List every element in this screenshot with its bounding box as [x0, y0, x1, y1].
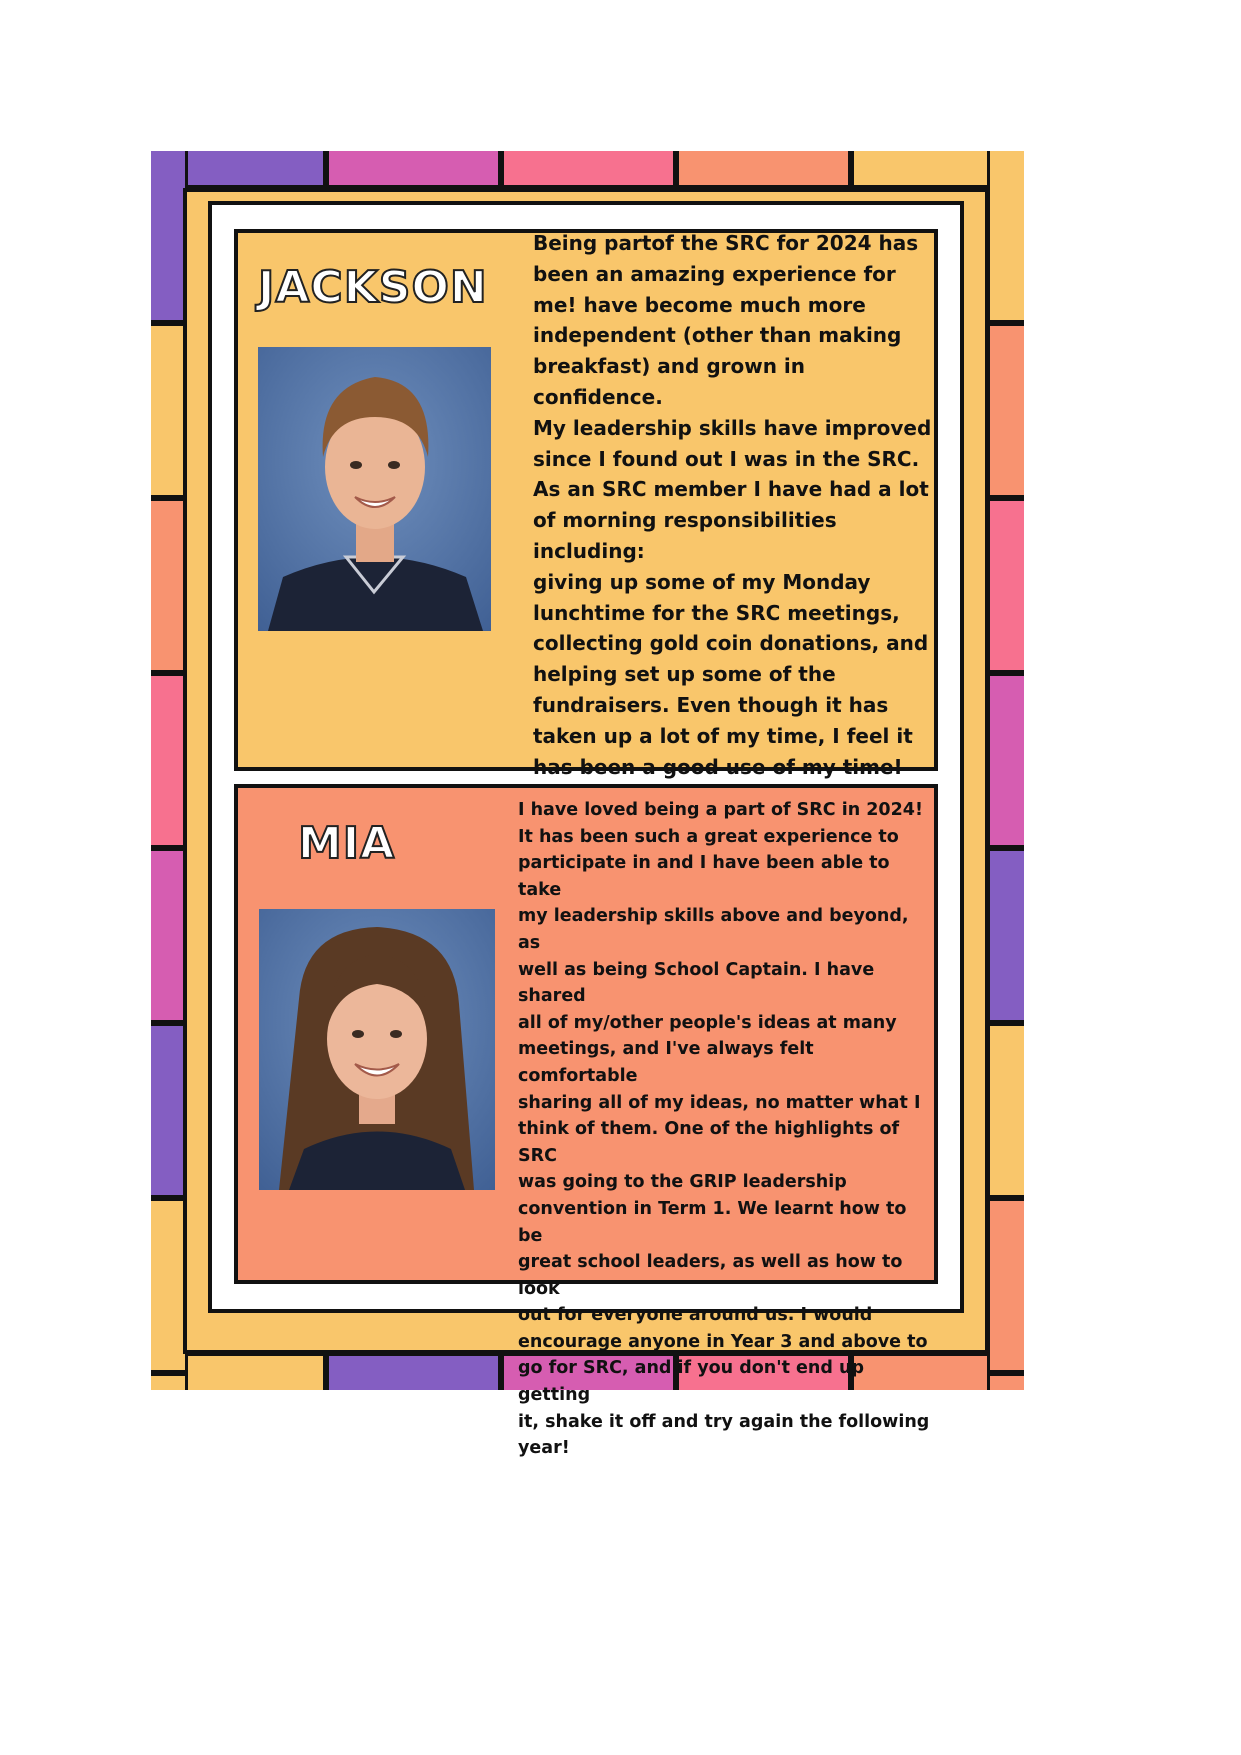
border-tile: [987, 151, 1024, 323]
text-line: was going to the GRIP leadership: [518, 1172, 847, 1193]
text-line: year!: [518, 1438, 570, 1459]
name-heading-mia: MIA: [298, 818, 396, 869]
text-line: meetings, and I've always felt comfortable: [518, 1039, 814, 1086]
text-line: participate in and I have been able to take: [518, 853, 890, 900]
text-line: taken up a lot of my time, I feel it: [533, 723, 913, 748]
text-line: I have loved being a part of SRC in 2024!: [518, 800, 923, 820]
text-line: As an SRC member I have had a lot: [533, 477, 929, 502]
text-line: think of them. One of the highlights of SRC: [518, 1119, 900, 1166]
text-line: well as being School Captain. I have shared: [518, 959, 875, 1007]
text-line: independent (other than making: [533, 323, 902, 348]
text-line: fundraisers. Even though it has: [533, 692, 889, 717]
name-heading-jackson: JACKSON: [258, 262, 488, 313]
text-line: helping set up some of the: [533, 662, 836, 687]
text-line: my leadership skills above and beyond, as: [518, 906, 909, 953]
border-tile: [326, 1353, 501, 1390]
text-line: sharing all of my ideas, no matter what I: [518, 1092, 921, 1113]
border-tile: [501, 151, 676, 188]
text-line: me! have become much more: [533, 292, 866, 317]
text-line: encourage anyone in Year 3 and above to: [518, 1331, 928, 1352]
border-tile: [151, 1373, 188, 1390]
text-line: It has been such a great experience to: [518, 826, 899, 847]
border-tile: [987, 498, 1024, 673]
border-tile: [987, 323, 1024, 498]
text-line: out for everyone around us. I would: [518, 1305, 873, 1326]
border-tile: [676, 151, 851, 188]
text-line: collecting gold coin donations, and: [533, 631, 929, 656]
border-tile: [987, 1373, 1024, 1390]
border-tile: [326, 151, 501, 188]
text-line: all of my/other people's ideas at many: [518, 1012, 897, 1033]
text-line: breakfast) and grown in confidence.: [533, 354, 806, 409]
text-line: great school leaders, as well as how to look: [518, 1252, 903, 1299]
testimonial-text-jackson: [533, 228, 933, 782]
text-line: it, shake it off and try again the following: [518, 1411, 930, 1432]
text-line: My leadership skills have improved: [533, 415, 932, 440]
border-tile: [987, 673, 1024, 848]
text-line: giving up some of my Monday: [533, 569, 871, 594]
testimonial-text-mia: [518, 797, 933, 1462]
border-tile: [987, 848, 1024, 1023]
text-line: Being partof the SRC for 2024 has: [533, 231, 919, 255]
student-photo-mia: [259, 909, 495, 1190]
text-line: has been a good use of my time!: [533, 754, 903, 779]
border-tile: [987, 1023, 1024, 1198]
text-line: go for SRC, and if you don't end up getting: [518, 1358, 864, 1406]
border-tile: [987, 1198, 1024, 1373]
text-line: since I found out I was in the SRC.: [533, 446, 920, 471]
text-line: lunchtime for the SRC meetings,: [533, 600, 900, 625]
text-line: been an amazing experience for: [533, 261, 896, 286]
text-line: of morning responsibilities including:: [533, 508, 837, 563]
text-line: convention in Term 1. We learnt how to be: [518, 1198, 907, 1246]
student-photo-jackson: [258, 347, 491, 631]
